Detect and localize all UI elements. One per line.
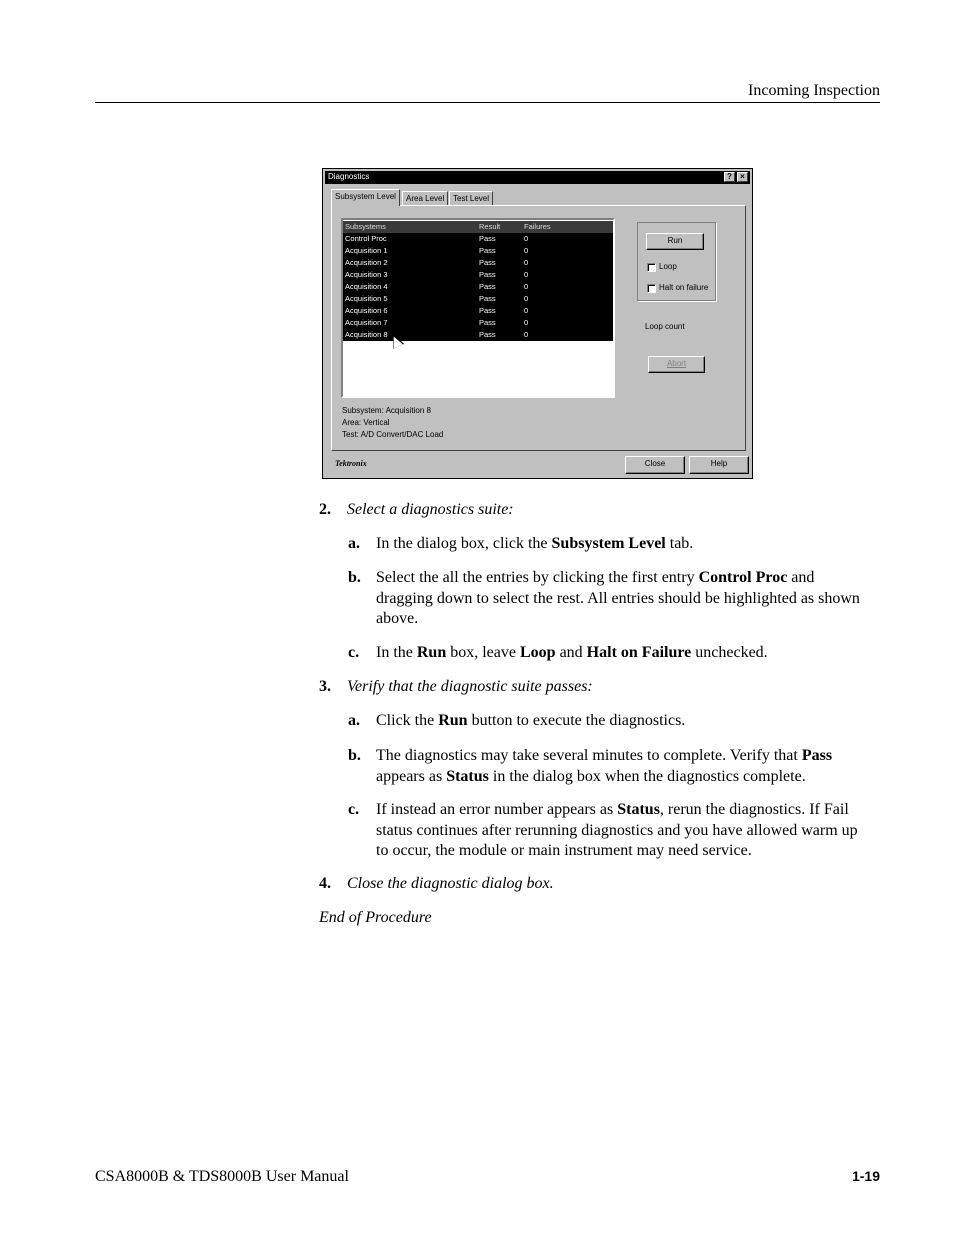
list-item[interactable]: Acquisition 7 Pass 0 (343, 317, 613, 329)
dialog-title: Diagnostics (328, 172, 370, 181)
step-3a-text: Click the Run button to execute the diagnostics. (376, 712, 686, 729)
step-2b-label: b. (348, 569, 361, 586)
column-result: Result (479, 222, 501, 231)
help-title-button[interactable]: ? (724, 172, 735, 182)
list-item[interactable]: Control Proc Pass 0 (343, 233, 613, 245)
loop-checkbox[interactable] (647, 263, 656, 272)
halt-on-failure-checkbox[interactable] (647, 284, 656, 293)
step-3-number: 3. (319, 678, 331, 695)
step-3c-label: c. (348, 801, 360, 818)
run-button[interactable]: Run (646, 233, 704, 250)
step-2-number: 2. (319, 501, 331, 518)
tab-test-level[interactable]: Test Level (449, 191, 493, 206)
run-group (637, 222, 716, 301)
step-4-number: 4. (319, 875, 331, 892)
step-2b-text: Select the all the entries by clicking the first entry Control Proc and dragging down to select the rest. All entries should be highlighted as shown above. (376, 569, 860, 627)
column-subsystems: Subsystems (345, 222, 386, 231)
footer-manual-title: CSA8000B & TDS8000B User Manual (95, 1168, 349, 1185)
end-of-procedure: End of Procedure (319, 909, 432, 926)
step-3c-text: If instead an error number appears as Status, rerun the diagnostics. If Fail status continues after rerunning diagnostics and you have allowed warm up to occur, the module or main instrument may need service. (376, 801, 858, 859)
step-3a-label: a. (348, 712, 360, 729)
loop-label: Loop (659, 262, 677, 271)
list-header (343, 221, 613, 233)
help-button[interactable]: Help (689, 456, 749, 474)
header-rule (95, 102, 880, 103)
tab-area-level[interactable]: Area Level (402, 191, 448, 206)
info-subsystem: Subsystem: Acquisition 8 (342, 406, 431, 415)
step-2c-label: c. (348, 644, 360, 661)
close-title-button[interactable]: × (737, 172, 748, 182)
step-3b-text: The diagnostics may take several minutes to complete. Verify that Pass appears as Status in the dialog box when the diagnostics complete. (376, 747, 833, 785)
step-2c-text: In the Run box, leave Loop and Halt on Failure unchecked. (376, 644, 768, 661)
list-item[interactable]: Acquisition 6 Pass 0 (343, 305, 613, 317)
close-button[interactable]: Close (625, 456, 685, 474)
step-4-title: Close the diagnostic dialog box. (347, 875, 554, 892)
step-2a-label: a. (348, 535, 360, 552)
list-item[interactable]: Acquisition 2 Pass 0 (343, 257, 613, 269)
info-area: Area: Vertical (342, 418, 390, 427)
procedure (319, 500, 879, 940)
step-3b-label: b. (348, 747, 361, 764)
dialog-titlebar (325, 171, 750, 184)
list-item[interactable]: Acquisition 8 Pass 0 (343, 329, 613, 341)
info-test: Test: A/D Convert/DAC Load (342, 430, 444, 439)
list-item[interactable]: Acquisition 3 Pass 0 (343, 269, 613, 281)
step-3-title: Verify that the diagnostic suite passes: (347, 678, 593, 695)
diagnostics-dialog (322, 168, 753, 479)
abort-button[interactable]: Abort (648, 356, 705, 373)
step-2-title: Select a diagnostics suite: (347, 501, 514, 518)
step-2a-text: In the dialog box, click the Subsystem Level tab. (376, 535, 694, 552)
loop-count-label: Loop count (645, 322, 685, 331)
running-header: Incoming Inspection (748, 82, 880, 99)
halt-on-failure-label: Halt on failure (659, 283, 709, 292)
column-failures: Failures (524, 222, 551, 231)
list-item[interactable]: Acquisition 4 Pass 0 (343, 281, 613, 293)
subsystem-list[interactable] (341, 218, 615, 398)
list-item[interactable]: Acquisition 5 Pass 0 (343, 293, 613, 305)
list-item[interactable]: Acquisition 1 Pass 0 (343, 245, 613, 257)
tektronix-logo: Tektronix (335, 459, 367, 468)
tab-subsystem-level[interactable]: Subsystem Level (331, 189, 400, 206)
footer-page-number: 1-19 (851, 1168, 880, 1184)
